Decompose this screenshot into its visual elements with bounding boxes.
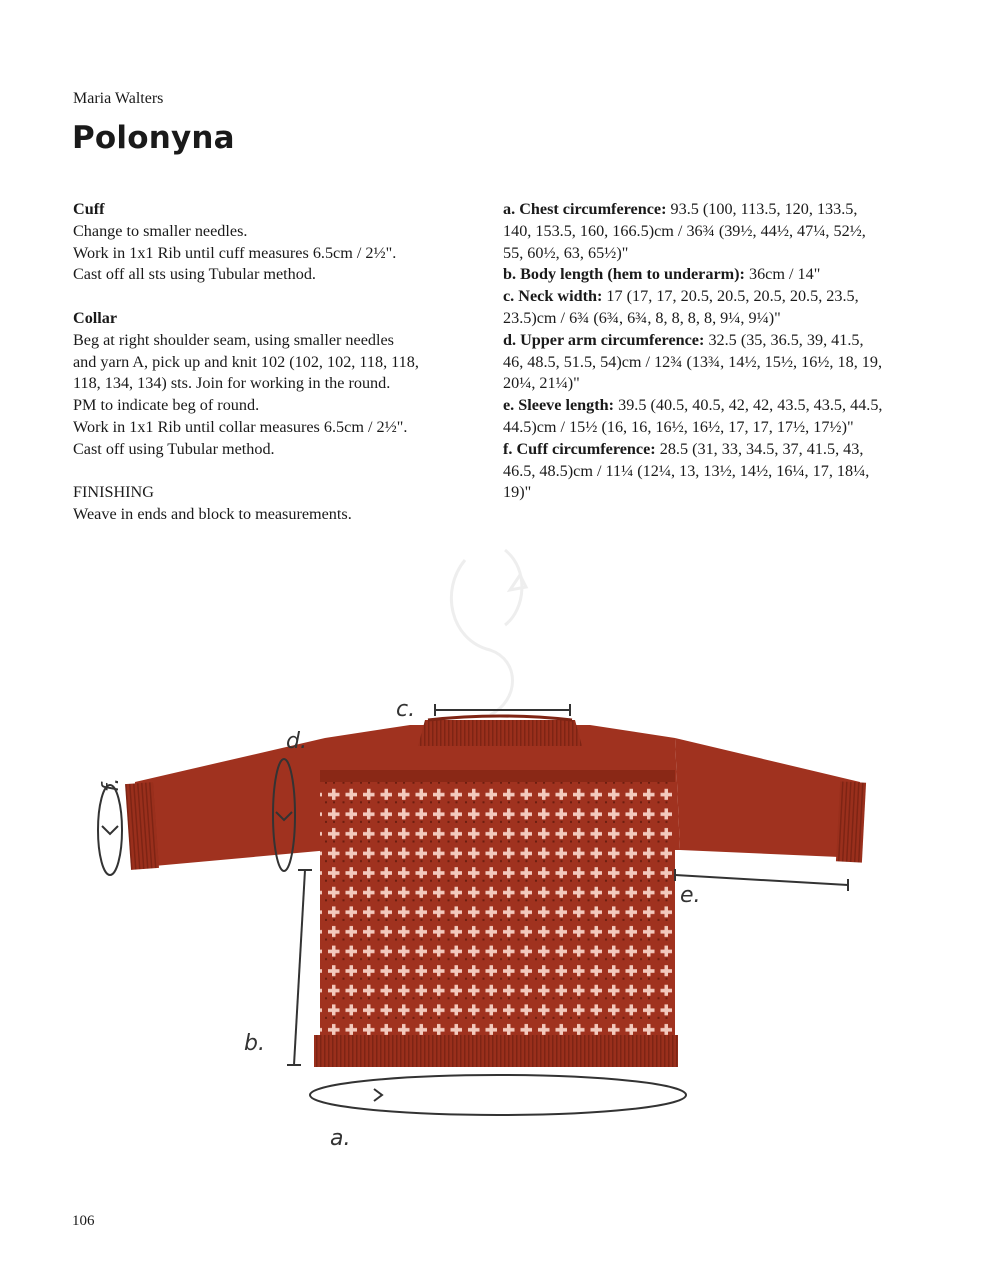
collar-line: PM to indicate beg of round. xyxy=(73,396,260,415)
pattern-title: Polonyna xyxy=(72,120,235,156)
collar-line: 118, 134, 134) sts. Join for working in the round. xyxy=(73,374,391,393)
measurements-column xyxy=(503,199,883,504)
measurement-value: 36cm / 14" xyxy=(744,265,821,284)
measurement-d xyxy=(503,330,883,395)
sweater-schematic xyxy=(80,530,960,1170)
measurement-label: a. Chest circumference: xyxy=(503,200,667,218)
cuff-section xyxy=(73,199,483,286)
measurement-value: 32.5 (35, 36.5, 39, 41.5, 46, 48.5, 51.5, 54)cm / 12¾ (13¾, 14½, 15½, 16½, 18, 19, 20¼, 21¼)" xyxy=(503,330,883,393)
measurement-label: d. Upper arm circumference: xyxy=(503,330,705,349)
collar-heading: Collar xyxy=(73,308,118,327)
measurement-label: e. Sleeve length: xyxy=(503,396,615,415)
measurement-value: 28.5 (31, 33, 34.5, 37, 41.5, 43, 46.5, 48.5)cm / 11¼ (12¼, 13, 13½, 14½, 16¼, 17, 18¼, 19)" xyxy=(503,439,870,502)
measurement-value: 17 (17, 17, 20.5, 20.5, 20.5, 20.5, 23.5, 23.5)cm / 6¾ (6¾, 6¾, 8, 8, 8, 8, 9¼, 9¼)" xyxy=(503,287,859,327)
finishing-heading: FINISHING xyxy=(73,483,154,502)
author-name: Maria Walters xyxy=(73,90,164,107)
label-f: f. xyxy=(99,777,124,792)
right-sleeve xyxy=(675,738,862,858)
label-b: b. xyxy=(244,1031,265,1056)
cuff-heading: Cuff xyxy=(73,200,105,218)
neck-edge xyxy=(428,716,572,720)
measurement-f xyxy=(503,439,883,504)
right-cuff xyxy=(836,781,866,862)
label-e: e. xyxy=(680,883,701,908)
body-front xyxy=(320,775,675,1065)
finishing-section xyxy=(73,482,483,526)
cuff-line: Cast off all sts using Tubular method. xyxy=(73,265,316,284)
instructions-column xyxy=(73,199,483,548)
measurement-value: 93.5 (100, 113.5, 120, 133.5, 140, 153.5, 160, 166.5)cm / 36¾ (39½, 44½, 47¼, 52½, 55, 60½, 63, 65½)" xyxy=(503,200,866,262)
left-cuff xyxy=(125,782,159,870)
measurement-c xyxy=(503,286,883,330)
measurement-value: 39.5 (40.5, 40.5, 42, 42, 43.5, 43.5, 44.5, 44.5)cm / 15½ (16, 16, 16½, 16½, 17, 17, 17½, 17½)" xyxy=(503,396,883,436)
measurement-label: c. Neck width: xyxy=(503,287,603,306)
measurement-label: f. Cuff circumference: xyxy=(503,439,656,458)
hem-rib xyxy=(314,1035,678,1067)
label-c: c. xyxy=(396,697,416,722)
collar-line: Beg at right shoulder seam, using smaller needles xyxy=(73,330,394,349)
page-number: 106 xyxy=(72,1213,95,1229)
collar-line: Cast off using Tubular method. xyxy=(73,439,275,458)
collar-section xyxy=(73,308,483,461)
label-a: a. xyxy=(330,1126,351,1151)
cuff-line: Work in 1x1 Rib until cuff measures 6.5cm / 2½". xyxy=(73,243,397,262)
collar xyxy=(418,720,582,746)
measurement-e xyxy=(503,395,883,439)
collar-line: Work in 1x1 Rib until collar measures 6.5cm / 2½". xyxy=(73,417,408,436)
measurement-b xyxy=(503,264,883,286)
label-d: d. xyxy=(286,729,307,754)
measurement-a xyxy=(503,199,883,264)
measurement-label: b. Body length (hem to underarm): xyxy=(503,265,745,284)
upper-band xyxy=(320,770,675,782)
cuff-line: Change to smaller needles. xyxy=(73,221,248,240)
watermark xyxy=(451,550,526,715)
collar-line: and yarn A, pick up and knit 102 (102, 102, 118, 118, xyxy=(73,352,419,371)
finishing-line: Weave in ends and block to measurements. xyxy=(73,505,352,524)
left-sleeve xyxy=(132,738,330,868)
